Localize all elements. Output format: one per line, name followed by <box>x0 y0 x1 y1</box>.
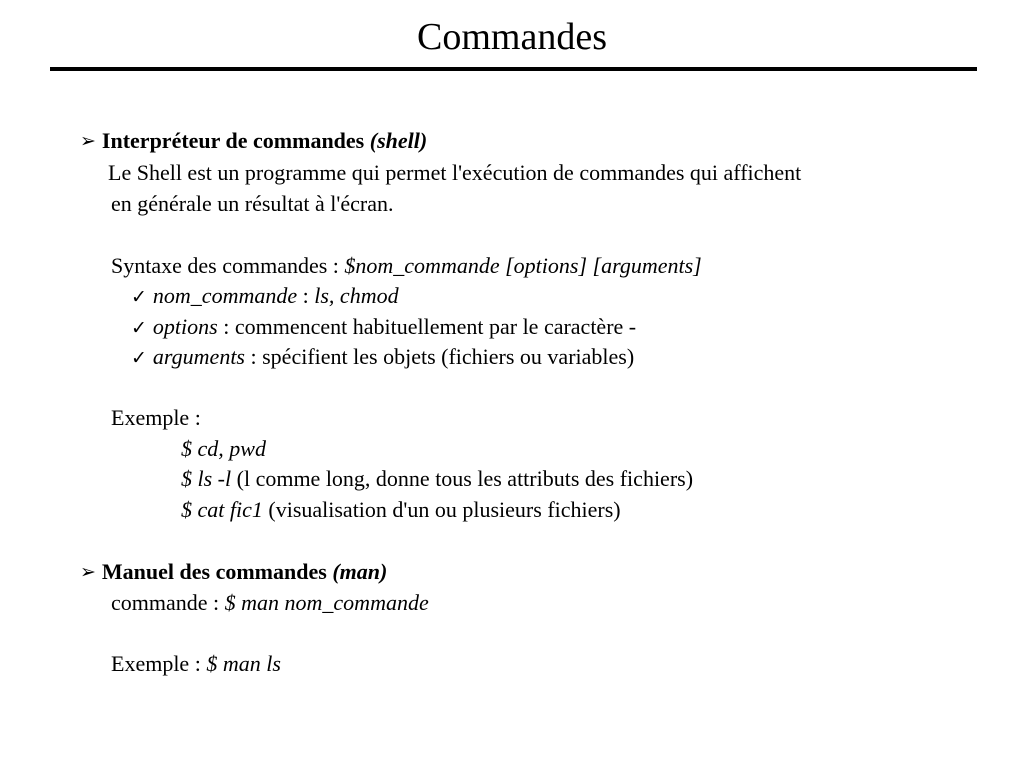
man-example-line <box>111 651 281 677</box>
section-heading-shell <box>80 128 427 155</box>
syntax-line <box>111 253 702 279</box>
syntax-item-separator: : <box>297 283 309 308</box>
example-command: $ cd, pwd <box>181 436 266 461</box>
syntax-item-desc: commencent habituellement par le caractère - <box>234 314 637 339</box>
syntax-item-separator: : <box>217 314 230 339</box>
slide-title: Commandes <box>417 16 607 58</box>
man-example-value: $ man ls <box>206 651 281 676</box>
title-divider <box>50 67 977 71</box>
syntax-item-separator: : <box>245 344 257 369</box>
syntax-value: $nom_commande [options] [arguments] <box>344 253 702 278</box>
example-command: $ ls -l <box>181 466 232 491</box>
example-label: Exemple : <box>111 405 201 430</box>
example-description: (visualisation d'un ou plusieurs fichiers) <box>268 497 621 522</box>
syntax-item-term: options <box>152 314 218 339</box>
syntax-item-term: nom_commande <box>152 283 298 308</box>
man-command-value: $ man nom_commande <box>224 590 429 615</box>
checkmark-icon: ✓ <box>131 348 147 369</box>
section-heading-man <box>80 559 387 586</box>
description-line-2: en générale un résultat à l'écran. <box>111 191 394 216</box>
checkmark-icon: ✓ <box>131 287 147 308</box>
man-command-label: commande : <box>111 590 220 615</box>
example-description: (l comme long, donne tous les attributs des fichiers) <box>236 466 694 491</box>
example-line <box>181 466 693 492</box>
syntax-item <box>131 344 634 372</box>
man-command-line <box>111 590 429 616</box>
example-line <box>181 497 621 523</box>
checkmark-icon: ✓ <box>131 318 147 339</box>
man-example-label: Exemple : <box>111 651 201 676</box>
section-heading-text: Manuel des commandes <box>101 559 327 584</box>
section-heading-text: Interpréteur de commandes <box>101 128 365 153</box>
syntax-label: Syntaxe des commandes : <box>111 253 339 278</box>
description-line-1: Le Shell est un programme qui permet l'exécution de commandes qui affichent <box>108 160 802 185</box>
syntax-item-term: arguments <box>152 344 245 369</box>
arrowhead-bullet-icon: ➢ <box>80 562 96 583</box>
syntax-item-desc: spécifient les objets (fichiers ou variables) <box>262 344 635 369</box>
section-heading-term: (shell) <box>369 128 428 153</box>
syntax-item <box>131 314 636 342</box>
example-line <box>181 436 266 462</box>
syntax-item-desc: ls, chmod <box>314 283 399 308</box>
arrowhead-bullet-icon: ➢ <box>80 131 96 152</box>
section-heading-term: (man) <box>332 559 388 584</box>
example-command: $ cat fic1 <box>181 497 263 522</box>
syntax-item <box>131 283 399 311</box>
